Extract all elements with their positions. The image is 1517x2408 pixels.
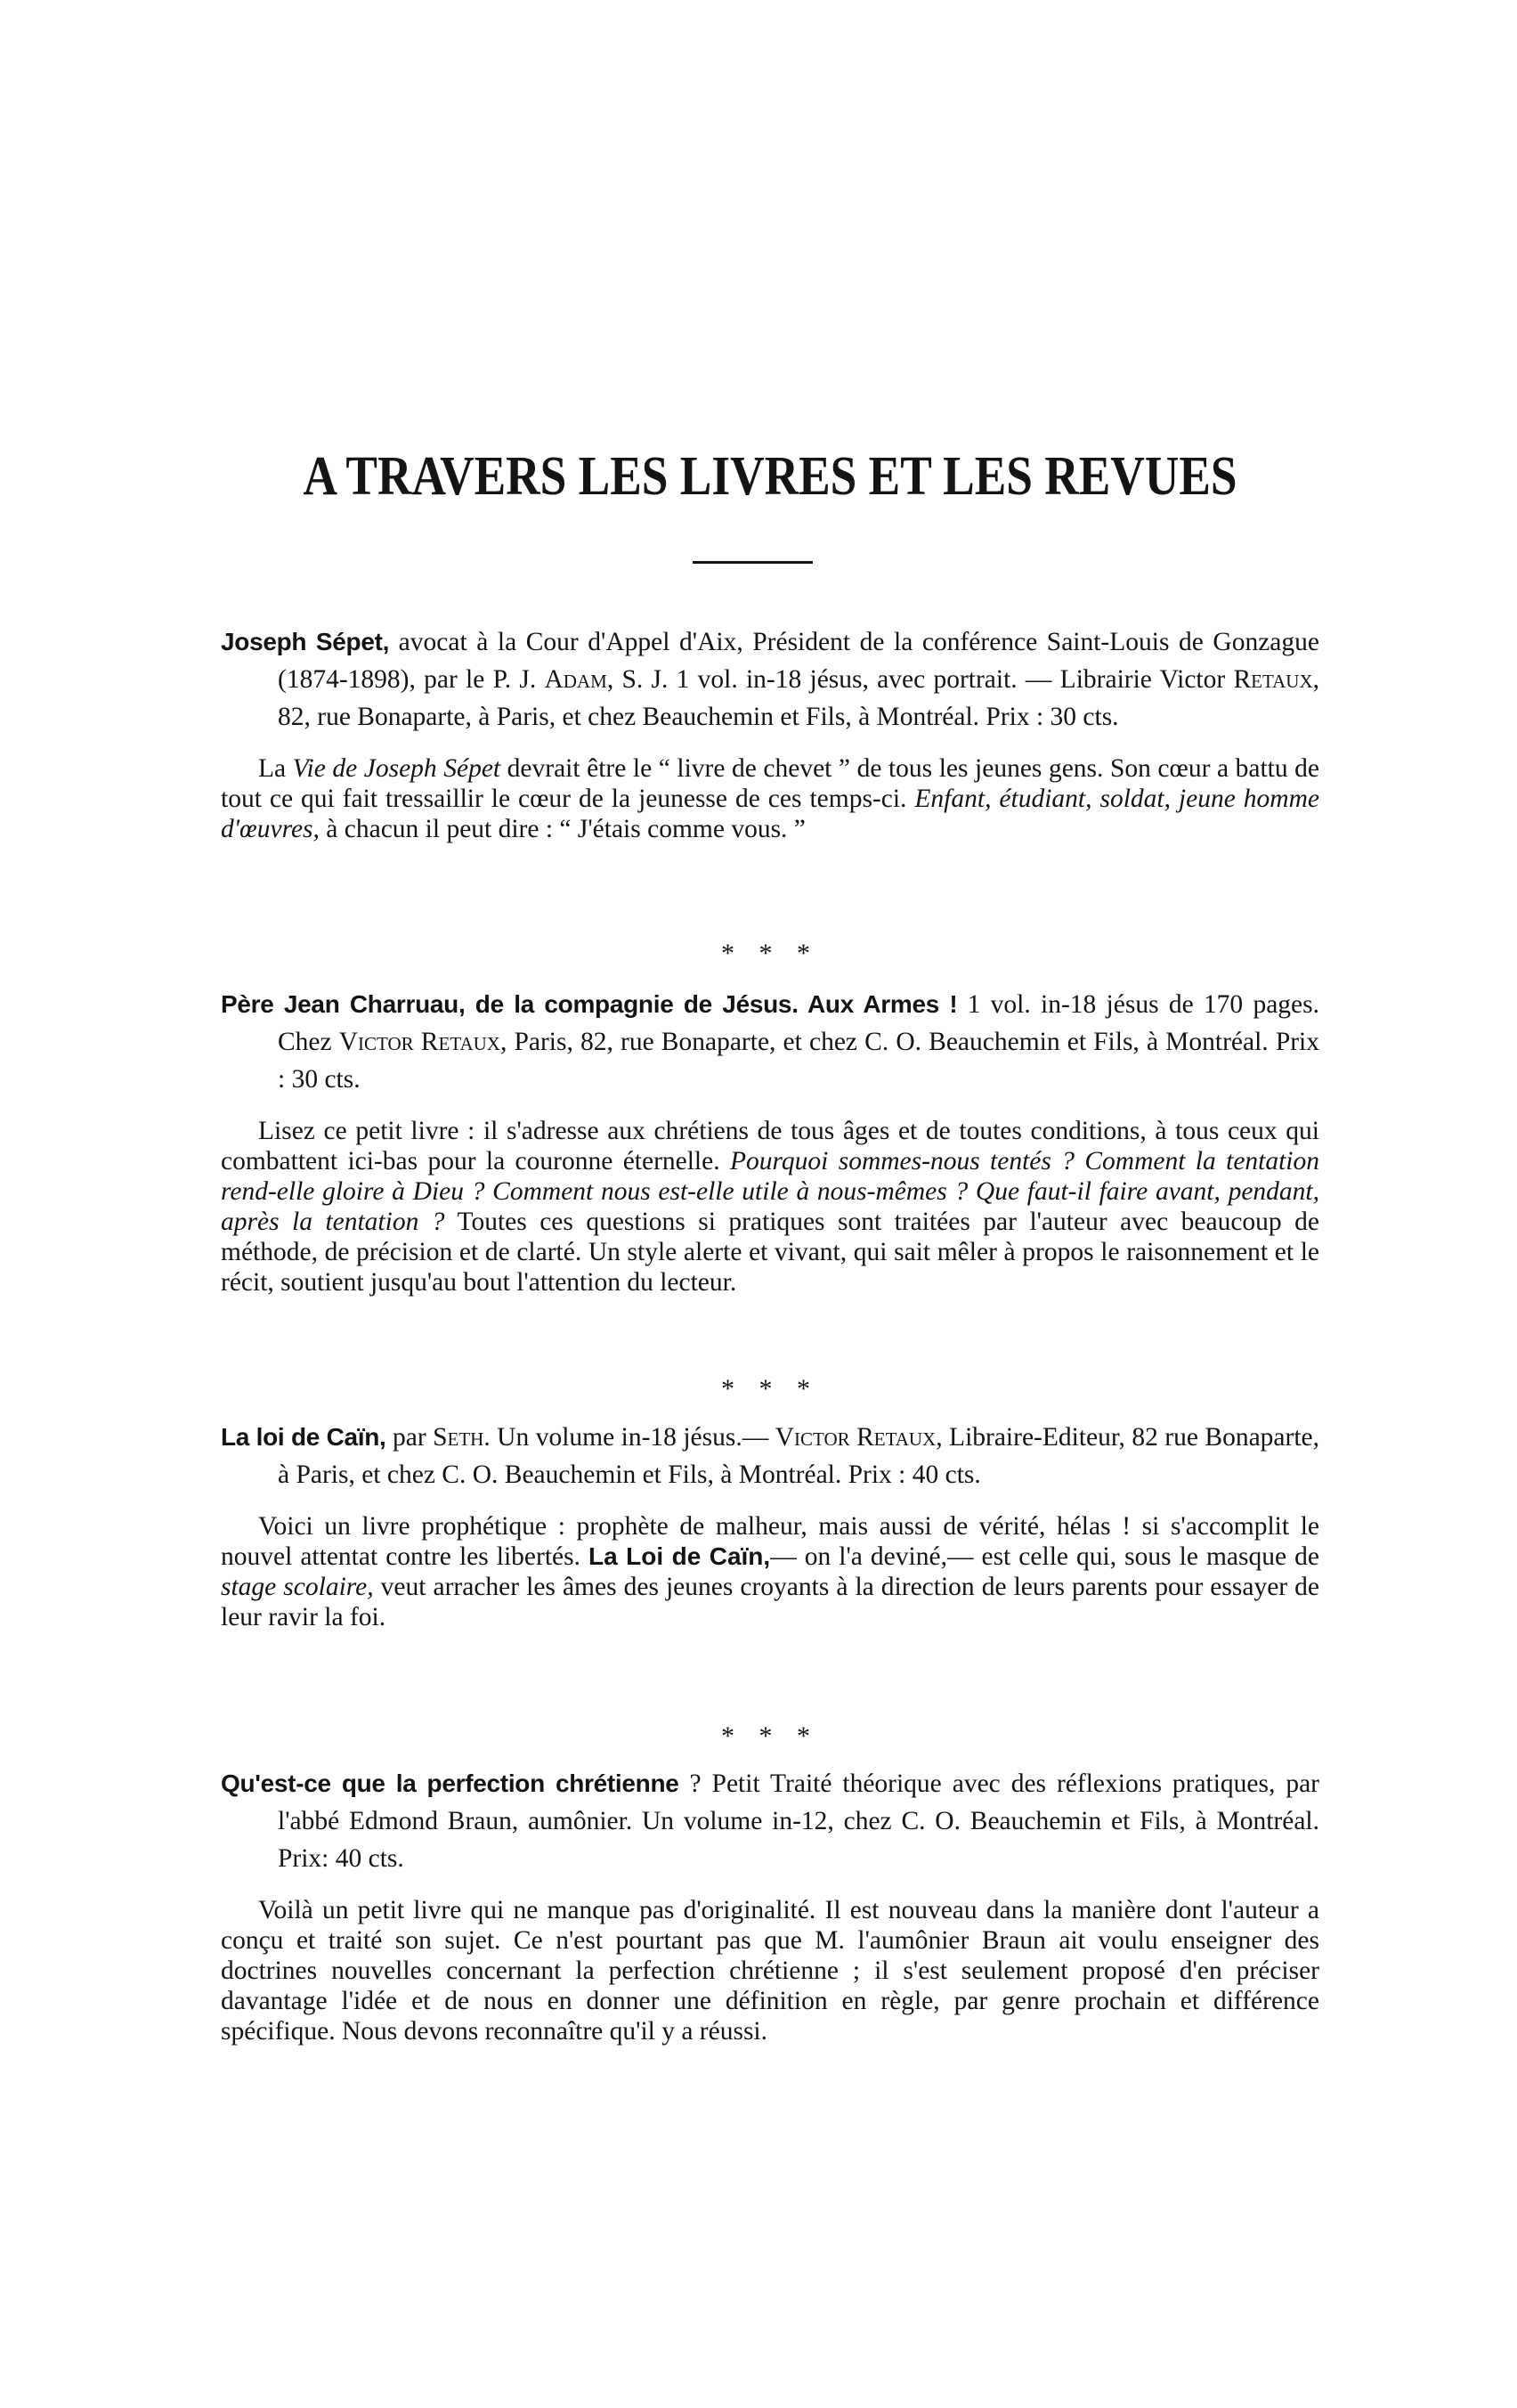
book-title-1: Joseph Sépet, — [221, 628, 390, 655]
title-rule — [693, 561, 813, 564]
publisher-name-3: Victor Retaux — [775, 1423, 937, 1452]
book-title-4: Qu'est-ce que la perfection chrétienne — [221, 1769, 679, 1797]
section-separator-3: * * * — [721, 1721, 819, 1751]
section-separator-1: * * * — [721, 939, 819, 968]
review-1: La Vie de Joseph Sépet devrait être le “ livre de chevet ” de tous les jeunes gens. Son cœur a battu de tout ce qui fait tressaillir le cœur de la jeunesse de ces temps-ci. Enfant, étudiant, soldat, jeune homme d'œuvres, à chacun il peut dire : “ J'étais comme vous. ” — [221, 754, 1320, 843]
publisher-name-2: Victor Retaux — [338, 1028, 500, 1056]
book-entry-3 — [221, 1419, 1319, 1632]
book-entry-4 — [221, 1765, 1319, 2046]
page — [221, 0, 1319, 2408]
citation-1: Joseph Sépet, avocat à la Cour d'Appel d'Aix, Président de la conférence Saint-Louis de Gonzague (1874-1898), par le P. J. Adam, S. J. 1 vol. in-18 jésus, avec portrait. — Librairie Victor Retaux, 82, rue Bonaparte, à Paris, et chez Beauchemin et Fils, à Montréal. Prix : 30 cts. — [221, 628, 1319, 731]
author-name-1: Adam — [544, 665, 607, 694]
book-entry-1 — [221, 623, 1319, 844]
author-name-3: Seth — [433, 1423, 484, 1452]
page-title: A TRAVERS LES LIVRES ET LES REVUES — [303, 446, 1237, 507]
review-2: Lisez ce petit livre : il s'adresse aux chrétiens de tous âges et de toutes conditions, à tous ceux qui combattent ici-bas pour la couronne éternelle. Pourquoi sommes-nous tentés ? Comment la tentation rend-elle gloire à Dieu ? Comment nous est-elle utile à nous-mêmes ? Que faut-il faire avant, pendant, après la tentation ? Toutes ces questions si pratiques sont traitées par l'auteur avec beaucoup de méthode, de précision et de clarté. Un style alerte et vivant, qui sait mêler à propos le raisonnement et le récit, soutient jusqu'au bout l'attention du lecteur. — [221, 1117, 1320, 1297]
citation-4: Qu'est-ce que la perfection chrétienne ? Petit Traité théorique avec des réflexions pratiques, par l'abbé Edmond Braun, aumônier. Un volume in-12, chez C. O. Beauchemin et Fils, à Montréal. Prix: 40 cts. — [221, 1769, 1319, 1873]
book-title-3: La loi de Caïn, — [221, 1423, 386, 1451]
citation-2: Père Jean Charruau, de la compagnie de Jésus. Aux Armes ! 1 vol. in-18 jésus de 170 pages. Chez Victor Retaux, Paris, 82, rue Bonaparte, et chez C. O. Beauchemin et Fils, à Montréal. Prix : 30 cts. — [221, 990, 1319, 1094]
publisher-name-1: Retaux — [1233, 665, 1313, 694]
book-entry-2 — [221, 986, 1319, 1298]
citation-3: La loi de Caïn, par Seth. Un volume in-18 jésus.— Victor Retaux, Libraire-Editeur, 82 rue Bonaparte, à Paris, et chez C. O. Beauchemin et Fils, à Montréal. Prix : 40 cts. — [221, 1423, 1320, 1489]
section-separator-2: * * * — [721, 1374, 819, 1403]
review-3: Voici un livre prophétique : prophète de malheur, mais aussi de vérité, hélas ! si s'accomplit le nouvel attentat contre les libertés. La Loi de Caïn,— on l'a deviné,— est celle qui, sous le masque de stage scolaire, veut arracher les âmes des jeunes croyants à la direction de leurs parents pour essayer de leur ravir la foi. — [221, 1512, 1320, 1631]
book-title-2: Père Jean Charruau, de la compagnie de Jésus. Aux Armes ! — [221, 990, 958, 1018]
review-4: Voilà un petit livre qui ne manque pas d'originalité. Il est nouveau dans la manière dont l'auteur a conçu et traité son sujet. Ce n'est pourtant pas que M. l'aumônier Braun ait voulu enseigner des doctrines nouvelles concernant la perfection chrétienne ; il s'est seulement proposé d'en préciser davantage l'idée et de nous en donner une définition en règle, par genre prochain et différence spécifique. Nous devons reconnaître qu'il y a réussi. — [221, 1896, 1319, 2046]
